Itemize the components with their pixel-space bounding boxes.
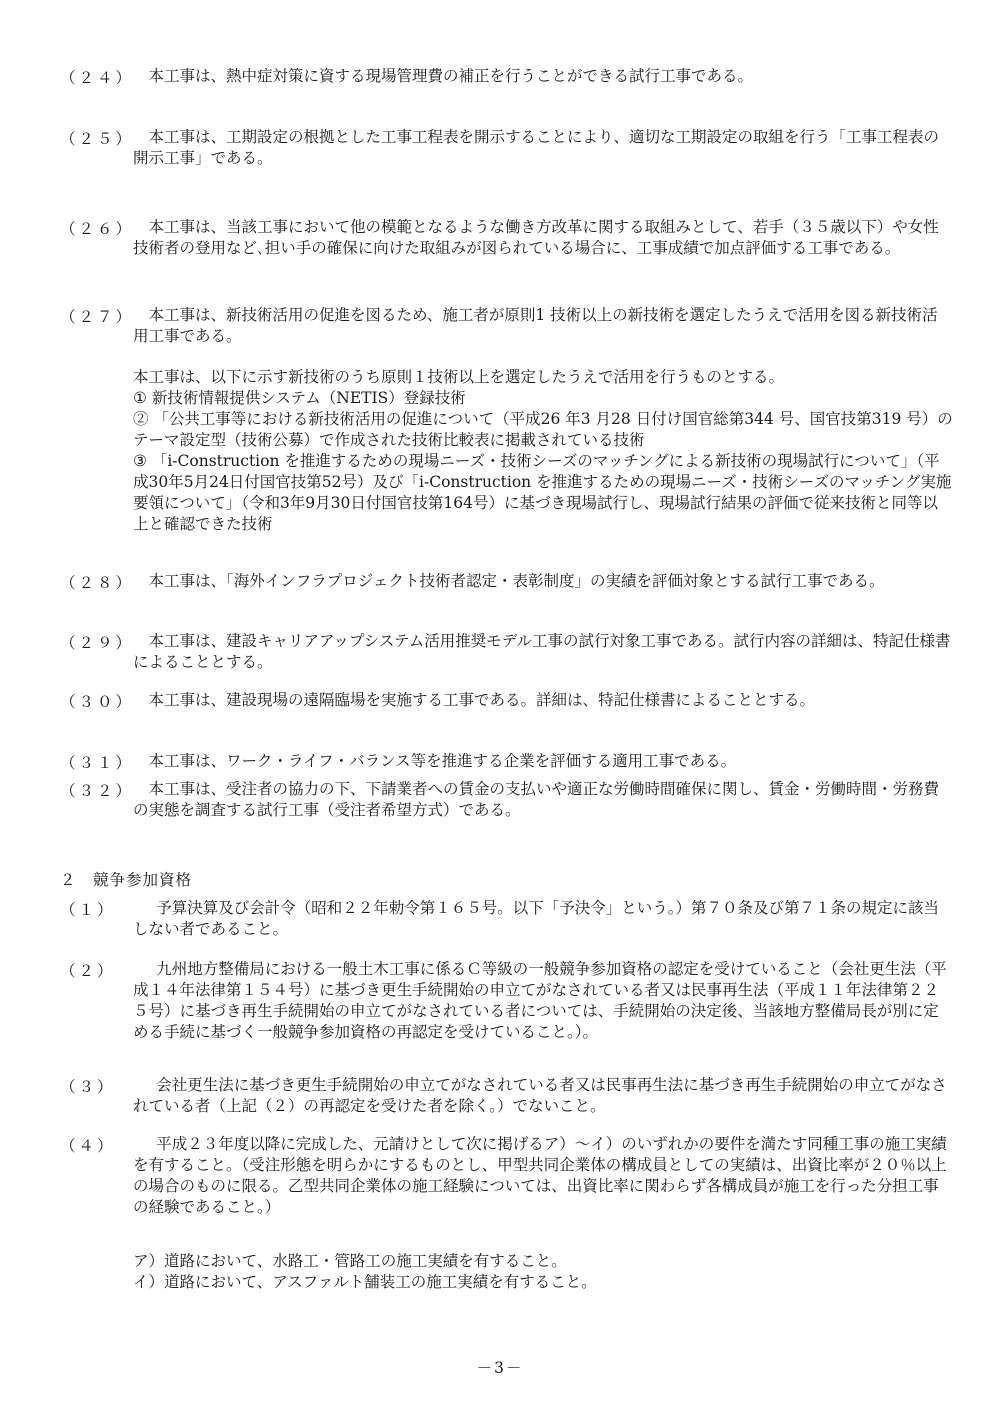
item-number: （２４） xyxy=(60,69,135,87)
item-text: 本工事は、当該工事において他の模範となるような働き方改革に関する取組みとして、若手（３５歳以下）や女性技術者の登用など､担い手の確保に向けた取組みが図られている場合に、工事成績で加点評価する工事である。 xyxy=(133,218,939,257)
item-27-detail: 本工事は、以下に示す新技術のうち原則１技術以上を選定したうえで活用を行うものとする。 ① 新技術情報提供システム（NETIS）登録技術 ② 「公共工事等における新技術活用の促進について（平成26 年3 月28 日付け国官総第344 号、国官技第319 号）のテーマ設定型（技術公募）で作成された技術比較表に掲載されている技術 ③ 「i-Construction を推進するための現場ニーズ・技術シーズのマッチングによる新技術の現場試行について」（平成30年5月24日付国官技第52号）及び「i-Construction を推進するための現場ニーズ・技術シーズのマッチング実施要領について」（令和3年9月30日付国官技第164号）に基づき現場試行し、現場試行結果の評価で従来技術と同等以上と確認できた技術 xyxy=(133,368,953,533)
item-number: （３１） xyxy=(60,754,135,772)
item-text: 本工事は、「海外インフラプロジェクト技術者認定・表彰制度」の実績を評価対象とする試行工事である。 xyxy=(148,572,885,590)
item-text: 予算決算及び会計令（昭和２２年勅令第１６５号。以下「予決令」という。）第７０条及び第７１条の規定に該当しない者であること。 xyxy=(133,899,940,938)
item-number: （２５） xyxy=(60,130,135,148)
qualification-3 xyxy=(60,1075,960,1117)
qualification-4 xyxy=(60,1134,960,1218)
item-number: （３２） xyxy=(60,782,135,800)
item-text: 九州地方整備局における一般土木工事に係るＣ等級の一般競争参加資格の認定を受けていること（会社更生法（平成１４年法律第１５４号）に基づき更生手続開始の申立てがなされている者又は民事再生法（平成１１年法律第２２５号）に基づき再生手続開始の申立てがなされている者については、手続開始の決定後、当該地方整備局長が別に定める手続に基づく一般競争参加資格の再認定を受けていること。）。 xyxy=(133,960,947,1041)
item-text: 会社更生法に基づき更生手続開始の申立てがなされている者又は民事再生法に基づき再生手続開始の申立てがなされている者（上記（２）の再認定を受けた者を除く。）でないこと。 xyxy=(133,1076,947,1115)
item-text: 平成２３年度以降に完成した、元請けとして次に掲げるア）～イ）のいずれかの要件を満たす同種工事の施工実績を有すること。（受注形態を明らかにするものとし、甲型共同企業体の構成員としての実績は、出資比率が２０％以上の場合のものに限る。乙型共同企業体の施工経験については、出資比率に関わらず各構成員が施工を行った分担工事の経験であること。） xyxy=(133,1135,947,1216)
item-30 xyxy=(60,690,960,711)
item-number: （３） xyxy=(60,1078,116,1096)
item-number: （２９） xyxy=(60,634,135,652)
item-29 xyxy=(60,631,960,673)
section-2-title: ２ 競争参加資格 xyxy=(60,871,193,889)
item-number: （３０） xyxy=(60,693,135,711)
qualification-4-requirements: ア）道路において、水路工・管路工の施工実績を有すること。 イ）道路において、アスファルト舗装工の施工実績を有すること。 xyxy=(133,1252,597,1291)
item-28 xyxy=(60,571,960,592)
item-number: （２６） xyxy=(60,220,135,238)
item-text: 本工事は、新技術活用の促進を図るため、施工者が原則1 技術以上の新技術を選定したうえで活用を図る新技術活用工事である。 xyxy=(133,306,938,345)
item-text: 本工事は、受注者の協力の下、下請業者への賃金の支払いや適正な労働時間確保に関し、賃金・労働時間・労務費の実態を調査する試行工事（受注者希望方式）である。 xyxy=(133,780,940,819)
item-32 xyxy=(60,779,960,821)
item-text: 本工事は、熱中症対策に資する現場管理費の補正を行うことができる試行工事である。 xyxy=(148,67,754,85)
item-31 xyxy=(60,751,960,772)
item-text: 本工事は、工期設定の根拠とした工事工程表を開示することにより、適切な工期設定の取組を行う「工事工程表の開示工事」である。 xyxy=(133,128,940,167)
item-27 xyxy=(60,305,960,347)
item-number: （２８） xyxy=(60,574,135,592)
item-24 xyxy=(60,66,960,87)
item-26 xyxy=(60,217,960,259)
qualification-1 xyxy=(60,898,960,940)
item-text: 本工事は、ワーク・ライフ・バランス等を推進する企業を評価する適用工事である。 xyxy=(148,752,737,770)
item-number: （２） xyxy=(60,962,116,980)
qualification-2 xyxy=(60,959,960,1043)
item-25 xyxy=(60,127,960,169)
item-number: （４） xyxy=(60,1137,116,1155)
item-number: （２７） xyxy=(60,308,135,326)
item-number: （１） xyxy=(60,901,116,919)
item-text: 本工事は、建設現場の遠隔臨場を実施する工事である。詳細は、特記仕様書によることとする。 xyxy=(148,691,816,709)
item-text: 本工事は、建設キャリアアップシステム活用推奨モデル工事の試行対象工事である。試行内容の詳細は、特記仕様書によることとする。 xyxy=(133,632,951,671)
page-number: －3－ xyxy=(476,1359,524,1377)
